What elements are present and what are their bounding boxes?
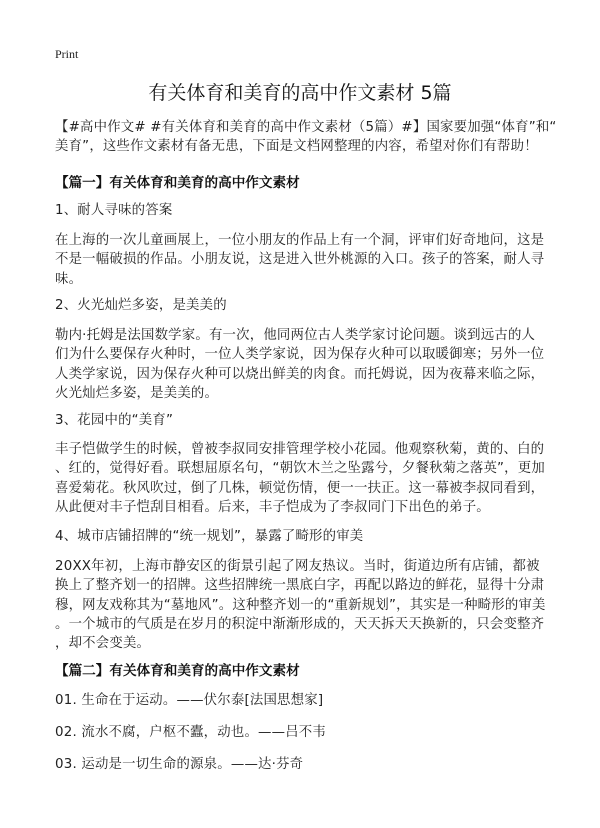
- page-title: 有关体育和美育的高中作文素材 5篇: [148, 82, 452, 104]
- text-line: 人类学家说，因为保存火种可以烧出鲜美的肉食。而托姆说，因为夜幕来临之际，: [55, 366, 545, 382]
- item2-title: 2、火光灿烂多姿，是美美的: [55, 298, 227, 313]
- print-link[interactable]: Print: [55, 47, 79, 61]
- item1-title: 1、耐人寻味的答案: [55, 203, 173, 218]
- text-line: 20XX年初，上海市静安区的街景引起了网友热议。当时，街道边所有店铺，都被: [55, 559, 540, 574]
- quote-item: 02. 流水不腐，户枢不蠹，动也。——吕不韦: [55, 725, 326, 740]
- text-line: 火光灿烂多姿，是美美的。: [55, 385, 219, 401]
- text-line: 味。: [55, 271, 83, 287]
- text-line: ，却不会变美。: [55, 636, 151, 652]
- item1-paragraph: [55, 231, 544, 289]
- text-line: 丰子恺做学生的时候，曾被李叔同安排管理学校小花园。他观察秋菊，黄的、白的: [55, 442, 545, 457]
- item4-paragraph: [55, 557, 546, 653]
- text-line: 们为什么要保存火种时，一位人类学家说，因为保存火种可以取暖御寒；另外一位: [55, 347, 545, 363]
- part1-heading: 【篇一】有关体育和美育的高中作文素材: [55, 175, 300, 191]
- text-line: 从此便对丰子恺刮目相看。后来，丰子恺成为了李叔同门下出色的弟子。: [55, 499, 490, 515]
- item3-title: 3、花园中的“美育”: [55, 413, 174, 428]
- text-line: 。一个城市的气质是在岁月的积淀中渐渐形成的，天天拆天天换新的，只会变整齐: [55, 616, 545, 632]
- text-line: 勒内·托姆是法国数学家。有一次，他同两位古人类学家讨论问题。谈到远古的人: [55, 328, 536, 343]
- text-line: 【#高中作文# #有关体育和美育的高中作文素材（5篇）#】国家要加强“体育”和“: [55, 120, 557, 135]
- text-line: 换上了整齐划一的招牌。这些招牌统一黑底白字，再配以路边的鲜花，显得十分肃: [55, 578, 545, 594]
- item4-title: 4、城市店铺招牌的“统一规划”，暴露了畸形的审美: [55, 529, 364, 544]
- text-line: 不是一幅破损的作品。小朋友说，这是进入世外桃源的入口。孩子的答案，耐人寻: [55, 252, 545, 268]
- text-line: 穆，网友戏称其为“墓地风”。这种整齐划一的“重新规划”，其实是一种畸形的审美: [55, 597, 546, 613]
- item2-paragraph: [55, 326, 544, 403]
- quote-item: 03. 运动是一切生命的源泉。——达·芬奇: [55, 757, 304, 772]
- quote-item: 01. 生命在于运动。——伏尔泰[法国思想家]: [55, 693, 324, 708]
- intro-paragraph: [55, 118, 557, 157]
- item3-paragraph: [55, 440, 545, 517]
- text-line: 、红的，觉得好看。联想屈原名句，“朝饮木兰之坠露兮，夕餐秋菊之落英”，更加: [55, 461, 545, 477]
- text-line: 在上海的一次儿童画展上，一位小朋友的作品上有一个洞，评审们好奇地问，这是: [55, 233, 545, 248]
- text-line: 美育”，这些作文素材有备无患，下面是文档网整理的内容，希望对你们有帮助！: [55, 139, 538, 155]
- text-line: 喜爱菊花。秋风吹过，倒了几株，顿觉伤情，便一一扶正。这一幕被李叔同看到，: [55, 480, 545, 496]
- part2-heading: 【篇二】有关体育和美育的高中作文素材: [55, 663, 300, 679]
